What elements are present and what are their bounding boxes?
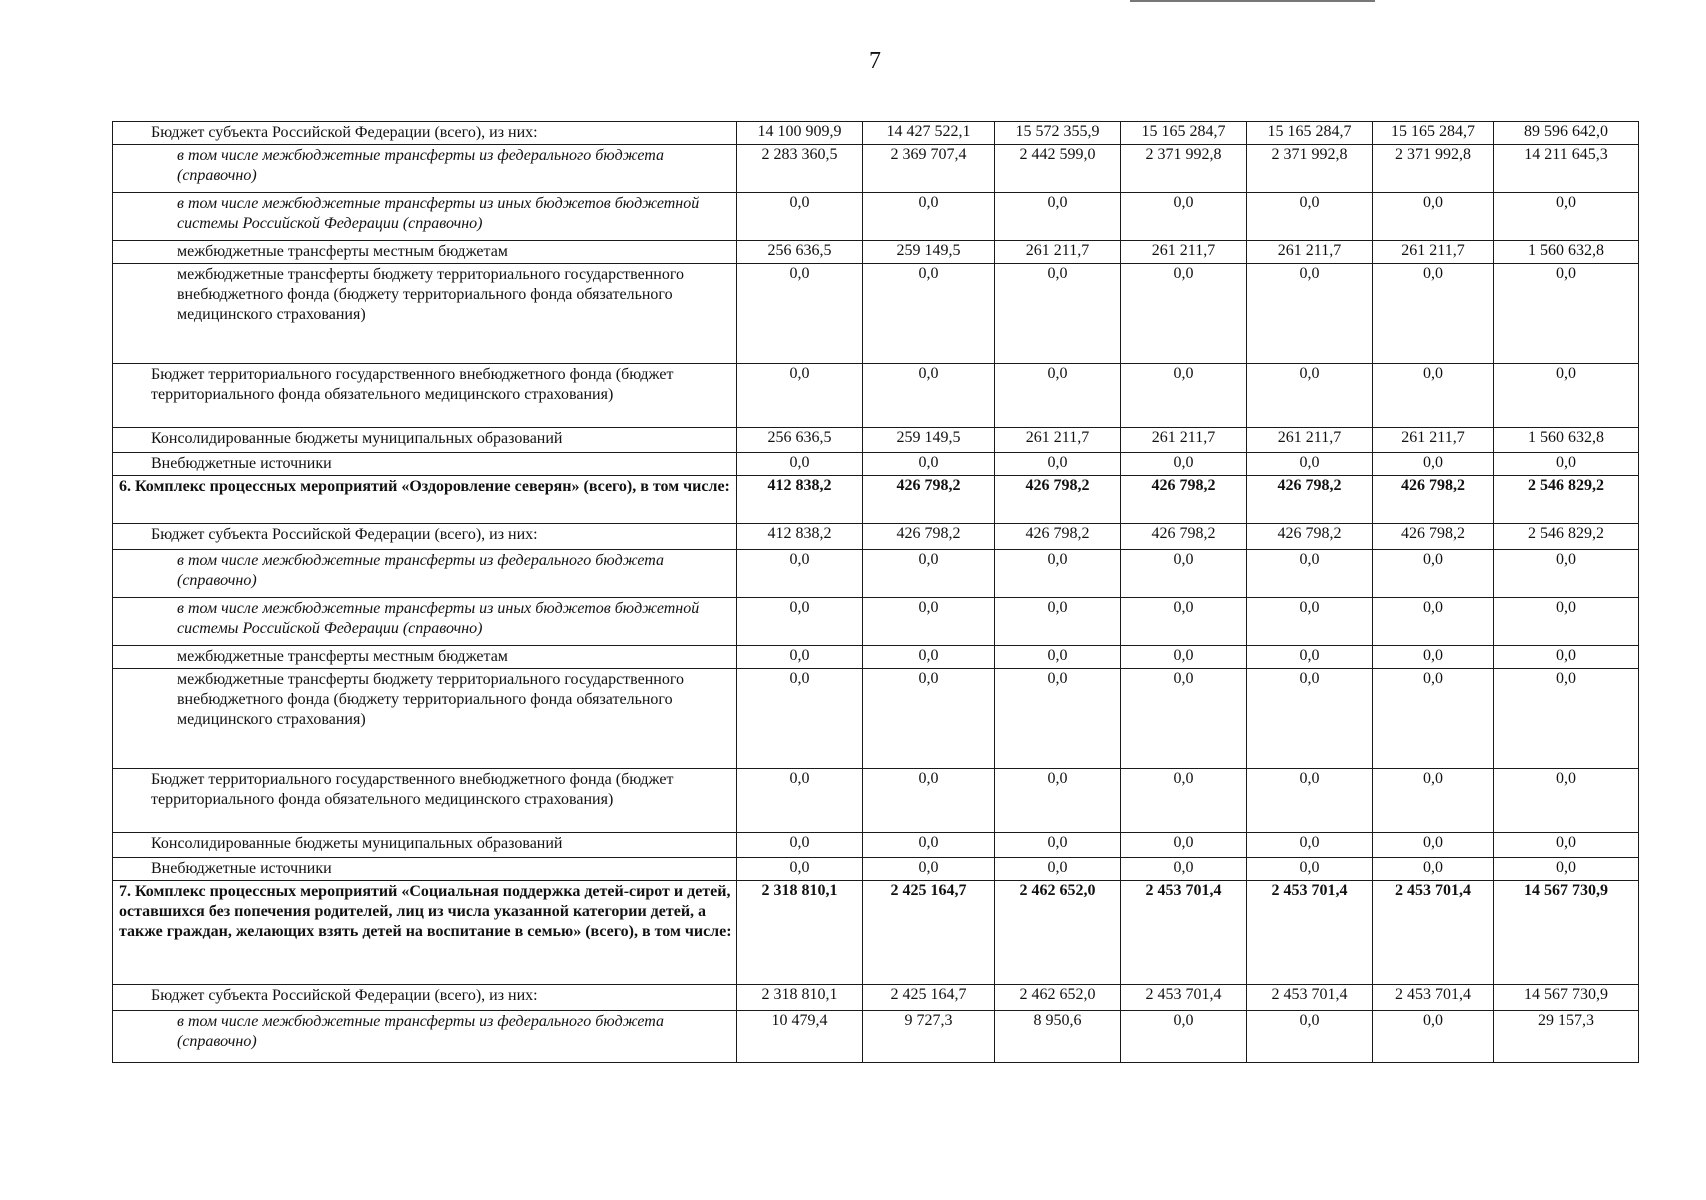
total-value-cell: 0,0 [1494, 646, 1639, 669]
value-cell: 0,0 [995, 264, 1121, 364]
value-cell: 0,0 [1121, 669, 1247, 769]
value-cell: 426 798,2 [1373, 524, 1494, 550]
page-number: 7 [869, 48, 881, 74]
total-value-cell: 29 157,3 [1494, 1011, 1639, 1063]
value-cell: 0,0 [863, 598, 995, 646]
row-label: 6. Комплекс процессных мероприятий «Оздоровление северян» (всего), в том числе: [113, 476, 737, 524]
value-cell: 0,0 [995, 769, 1121, 833]
total-value-cell: 89 596 642,0 [1494, 122, 1639, 145]
value-cell: 0,0 [1373, 833, 1494, 858]
row-label: Внебюджетные источники [113, 453, 737, 476]
value-cell: 0,0 [737, 550, 863, 598]
value-cell: 0,0 [995, 858, 1121, 881]
value-cell: 0,0 [1247, 364, 1373, 428]
value-cell: 0,0 [737, 833, 863, 858]
value-cell: 14 427 522,1 [863, 122, 995, 145]
table-row [113, 1011, 1639, 1063]
value-cell: 0,0 [737, 264, 863, 364]
value-cell: 0,0 [737, 669, 863, 769]
row-label: межбюджетные трансферты бюджету территориального государственного внебюджетного фонда (бюджету территориального фонда обязательного медицинского страхования) [113, 264, 737, 364]
value-cell: 2 462 652,0 [995, 881, 1121, 985]
value-cell: 412 838,2 [737, 476, 863, 524]
row-label: в том числе межбюджетные трансферты из федерального бюджета (справочно) [113, 145, 737, 193]
value-cell: 0,0 [863, 833, 995, 858]
value-cell: 426 798,2 [863, 476, 995, 524]
value-cell: 0,0 [863, 858, 995, 881]
value-cell: 0,0 [1373, 550, 1494, 598]
value-cell: 2 453 701,4 [1373, 881, 1494, 985]
value-cell: 0,0 [1121, 453, 1247, 476]
value-cell: 0,0 [737, 646, 863, 669]
value-cell: 0,0 [1121, 550, 1247, 598]
value-cell: 2 453 701,4 [1121, 985, 1247, 1011]
table-row [113, 524, 1639, 550]
table-row [113, 241, 1639, 264]
row-label: в том числе межбюджетные трансферты из иных бюджетов бюджетной системы Российской Федерации (справочно) [113, 193, 737, 241]
value-cell: 0,0 [995, 833, 1121, 858]
row-label: в том числе межбюджетные трансферты из иных бюджетов бюджетной системы Российской Федерации (справочно) [113, 598, 737, 646]
table-row [113, 264, 1639, 364]
total-value-cell: 0,0 [1494, 193, 1639, 241]
total-value-cell: 1 560 632,8 [1494, 241, 1639, 264]
table-row [113, 858, 1639, 881]
table-row [113, 122, 1639, 145]
row-label: Внебюджетные источники [113, 858, 737, 881]
value-cell: 0,0 [1247, 669, 1373, 769]
value-cell: 0,0 [1373, 1011, 1494, 1063]
value-cell: 426 798,2 [995, 476, 1121, 524]
value-cell: 261 211,7 [1121, 428, 1247, 453]
row-label: межбюджетные трансферты бюджету территориального государственного внебюджетного фонда (бюджету территориального фонда обязательного медицинского страхования) [113, 669, 737, 769]
total-value-cell: 0,0 [1494, 364, 1639, 428]
value-cell: 259 149,5 [863, 241, 995, 264]
value-cell: 261 211,7 [995, 428, 1121, 453]
table-row [113, 428, 1639, 453]
value-cell: 426 798,2 [995, 524, 1121, 550]
value-cell: 412 838,2 [737, 524, 863, 550]
row-label: Консолидированные бюджеты муниципальных образований [113, 428, 737, 453]
value-cell: 0,0 [1373, 669, 1494, 769]
value-cell: 2 369 707,4 [863, 145, 995, 193]
table-row [113, 193, 1639, 241]
value-cell: 15 165 284,7 [1373, 122, 1494, 145]
value-cell: 0,0 [863, 364, 995, 428]
value-cell: 0,0 [1247, 858, 1373, 881]
value-cell: 0,0 [1121, 833, 1247, 858]
value-cell: 426 798,2 [1247, 524, 1373, 550]
table-row [113, 145, 1639, 193]
budget-table-body [113, 122, 1639, 1063]
value-cell: 0,0 [737, 453, 863, 476]
value-cell: 426 798,2 [1121, 476, 1247, 524]
table-row [113, 769, 1639, 833]
row-label: Бюджет субъекта Российской Федерации (всего), из них: [113, 985, 737, 1011]
value-cell: 0,0 [863, 453, 995, 476]
table-row [113, 646, 1639, 669]
value-cell: 0,0 [1373, 264, 1494, 364]
value-cell: 0,0 [1121, 364, 1247, 428]
total-value-cell: 0,0 [1494, 858, 1639, 881]
value-cell: 8 950,6 [995, 1011, 1121, 1063]
total-value-cell: 0,0 [1494, 769, 1639, 833]
value-cell: 0,0 [1121, 598, 1247, 646]
value-cell: 9 727,3 [863, 1011, 995, 1063]
value-cell: 0,0 [1247, 193, 1373, 241]
value-cell: 0,0 [863, 646, 995, 669]
value-cell: 0,0 [1247, 598, 1373, 646]
total-value-cell: 14 567 730,9 [1494, 985, 1639, 1011]
value-cell: 0,0 [1247, 453, 1373, 476]
table-row [113, 985, 1639, 1011]
value-cell: 0,0 [863, 193, 995, 241]
value-cell: 2 442 599,0 [995, 145, 1121, 193]
value-cell: 426 798,2 [1121, 524, 1247, 550]
value-cell: 2 453 701,4 [1373, 985, 1494, 1011]
row-label: межбюджетные трансферты местным бюджетам [113, 646, 737, 669]
value-cell: 261 211,7 [1247, 428, 1373, 453]
row-label: Бюджет территориального государственного внебюджетного фонда (бюджет территориального фонда обязательного медицинского страхования) [113, 364, 737, 428]
total-value-cell: 0,0 [1494, 550, 1639, 598]
value-cell: 2 462 652,0 [995, 985, 1121, 1011]
value-cell: 2 425 164,7 [863, 881, 995, 985]
value-cell: 15 165 284,7 [1121, 122, 1247, 145]
total-value-cell: 0,0 [1494, 833, 1639, 858]
value-cell: 0,0 [1373, 193, 1494, 241]
value-cell: 0,0 [1247, 264, 1373, 364]
value-cell: 15 572 355,9 [995, 122, 1121, 145]
value-cell: 0,0 [863, 769, 995, 833]
value-cell: 0,0 [1373, 364, 1494, 428]
row-label: Бюджет субъекта Российской Федерации (всего), из них: [113, 524, 737, 550]
section-row [113, 476, 1639, 524]
budget-table [112, 121, 1639, 1063]
value-cell: 2 318 810,1 [737, 881, 863, 985]
table-row [113, 598, 1639, 646]
value-cell: 0,0 [863, 264, 995, 364]
value-cell: 0,0 [1373, 858, 1494, 881]
value-cell: 0,0 [995, 364, 1121, 428]
total-value-cell: 1 560 632,8 [1494, 428, 1639, 453]
value-cell: 10 479,4 [737, 1011, 863, 1063]
total-value-cell: 0,0 [1494, 453, 1639, 476]
value-cell: 2 371 992,8 [1373, 145, 1494, 193]
row-label: в том числе межбюджетные трансферты из федерального бюджета (справочно) [113, 550, 737, 598]
value-cell: 0,0 [1373, 769, 1494, 833]
value-cell: 2 371 992,8 [1247, 145, 1373, 193]
value-cell: 0,0 [995, 669, 1121, 769]
value-cell: 0,0 [863, 669, 995, 769]
value-cell: 2 453 701,4 [1247, 881, 1373, 985]
table-row [113, 669, 1639, 769]
value-cell: 0,0 [737, 769, 863, 833]
value-cell: 0,0 [1247, 550, 1373, 598]
value-cell: 0,0 [1247, 769, 1373, 833]
value-cell: 426 798,2 [1247, 476, 1373, 524]
value-cell: 0,0 [863, 550, 995, 598]
value-cell: 261 211,7 [1121, 241, 1247, 264]
value-cell: 2 425 164,7 [863, 985, 995, 1011]
total-value-cell: 0,0 [1494, 264, 1639, 364]
value-cell: 0,0 [995, 453, 1121, 476]
value-cell: 0,0 [1121, 858, 1247, 881]
value-cell: 0,0 [737, 858, 863, 881]
value-cell: 256 636,5 [737, 241, 863, 264]
value-cell: 0,0 [737, 193, 863, 241]
value-cell: 0,0 [1247, 1011, 1373, 1063]
value-cell: 2 371 992,8 [1121, 145, 1247, 193]
value-cell: 261 211,7 [1247, 241, 1373, 264]
value-cell: 0,0 [1373, 598, 1494, 646]
value-cell: 0,0 [1121, 264, 1247, 364]
total-value-cell: 0,0 [1494, 598, 1639, 646]
row-label: Консолидированные бюджеты муниципальных образований [113, 833, 737, 858]
value-cell: 426 798,2 [1373, 476, 1494, 524]
value-cell: 2 283 360,5 [737, 145, 863, 193]
value-cell: 0,0 [995, 598, 1121, 646]
value-cell: 14 100 909,9 [737, 122, 863, 145]
total-value-cell: 14 211 645,3 [1494, 145, 1639, 193]
value-cell: 0,0 [1121, 1011, 1247, 1063]
value-cell: 0,0 [1247, 833, 1373, 858]
value-cell: 259 149,5 [863, 428, 995, 453]
value-cell: 15 165 284,7 [1247, 122, 1373, 145]
total-value-cell: 2 546 829,2 [1494, 524, 1639, 550]
section-row [113, 881, 1639, 985]
total-value-cell: 2 546 829,2 [1494, 476, 1639, 524]
value-cell: 0,0 [995, 193, 1121, 241]
value-cell: 261 211,7 [995, 241, 1121, 264]
total-value-cell: 14 567 730,9 [1494, 881, 1639, 985]
table-row [113, 833, 1639, 858]
row-label: 7. Комплекс процессных мероприятий «Социальная поддержка детей-сирот и детей, оставшихся без попечения родителей, лиц из числа указанной категории детей, а также граждан, желающих взять детей на воспитание в семью» (всего), в том числе: [113, 881, 737, 985]
table-row [113, 364, 1639, 428]
table-row [113, 550, 1639, 598]
table-row [113, 453, 1639, 476]
value-cell: 0,0 [995, 646, 1121, 669]
row-label: в том числе межбюджетные трансферты из федерального бюджета (справочно) [113, 1011, 737, 1063]
value-cell: 0,0 [1247, 646, 1373, 669]
total-value-cell: 0,0 [1494, 669, 1639, 769]
value-cell: 261 211,7 [1373, 241, 1494, 264]
value-cell: 0,0 [1121, 646, 1247, 669]
value-cell: 2 318 810,1 [737, 985, 863, 1011]
value-cell: 0,0 [1121, 769, 1247, 833]
value-cell: 0,0 [1121, 193, 1247, 241]
value-cell: 0,0 [995, 550, 1121, 598]
value-cell: 2 453 701,4 [1247, 985, 1373, 1011]
value-cell: 0,0 [737, 598, 863, 646]
value-cell: 256 636,5 [737, 428, 863, 453]
value-cell: 0,0 [1373, 453, 1494, 476]
value-cell: 0,0 [1373, 646, 1494, 669]
value-cell: 0,0 [737, 364, 863, 428]
row-label: Бюджет территориального государственного внебюджетного фонда (бюджет территориального фонда обязательного медицинского страхования) [113, 769, 737, 833]
row-label: Бюджет субъекта Российской Федерации (всего), из них: [113, 122, 737, 145]
value-cell: 2 453 701,4 [1121, 881, 1247, 985]
scan-edge-mark [1130, 0, 1375, 2]
row-label: межбюджетные трансферты местным бюджетам [113, 241, 737, 264]
value-cell: 261 211,7 [1373, 428, 1494, 453]
value-cell: 426 798,2 [863, 524, 995, 550]
